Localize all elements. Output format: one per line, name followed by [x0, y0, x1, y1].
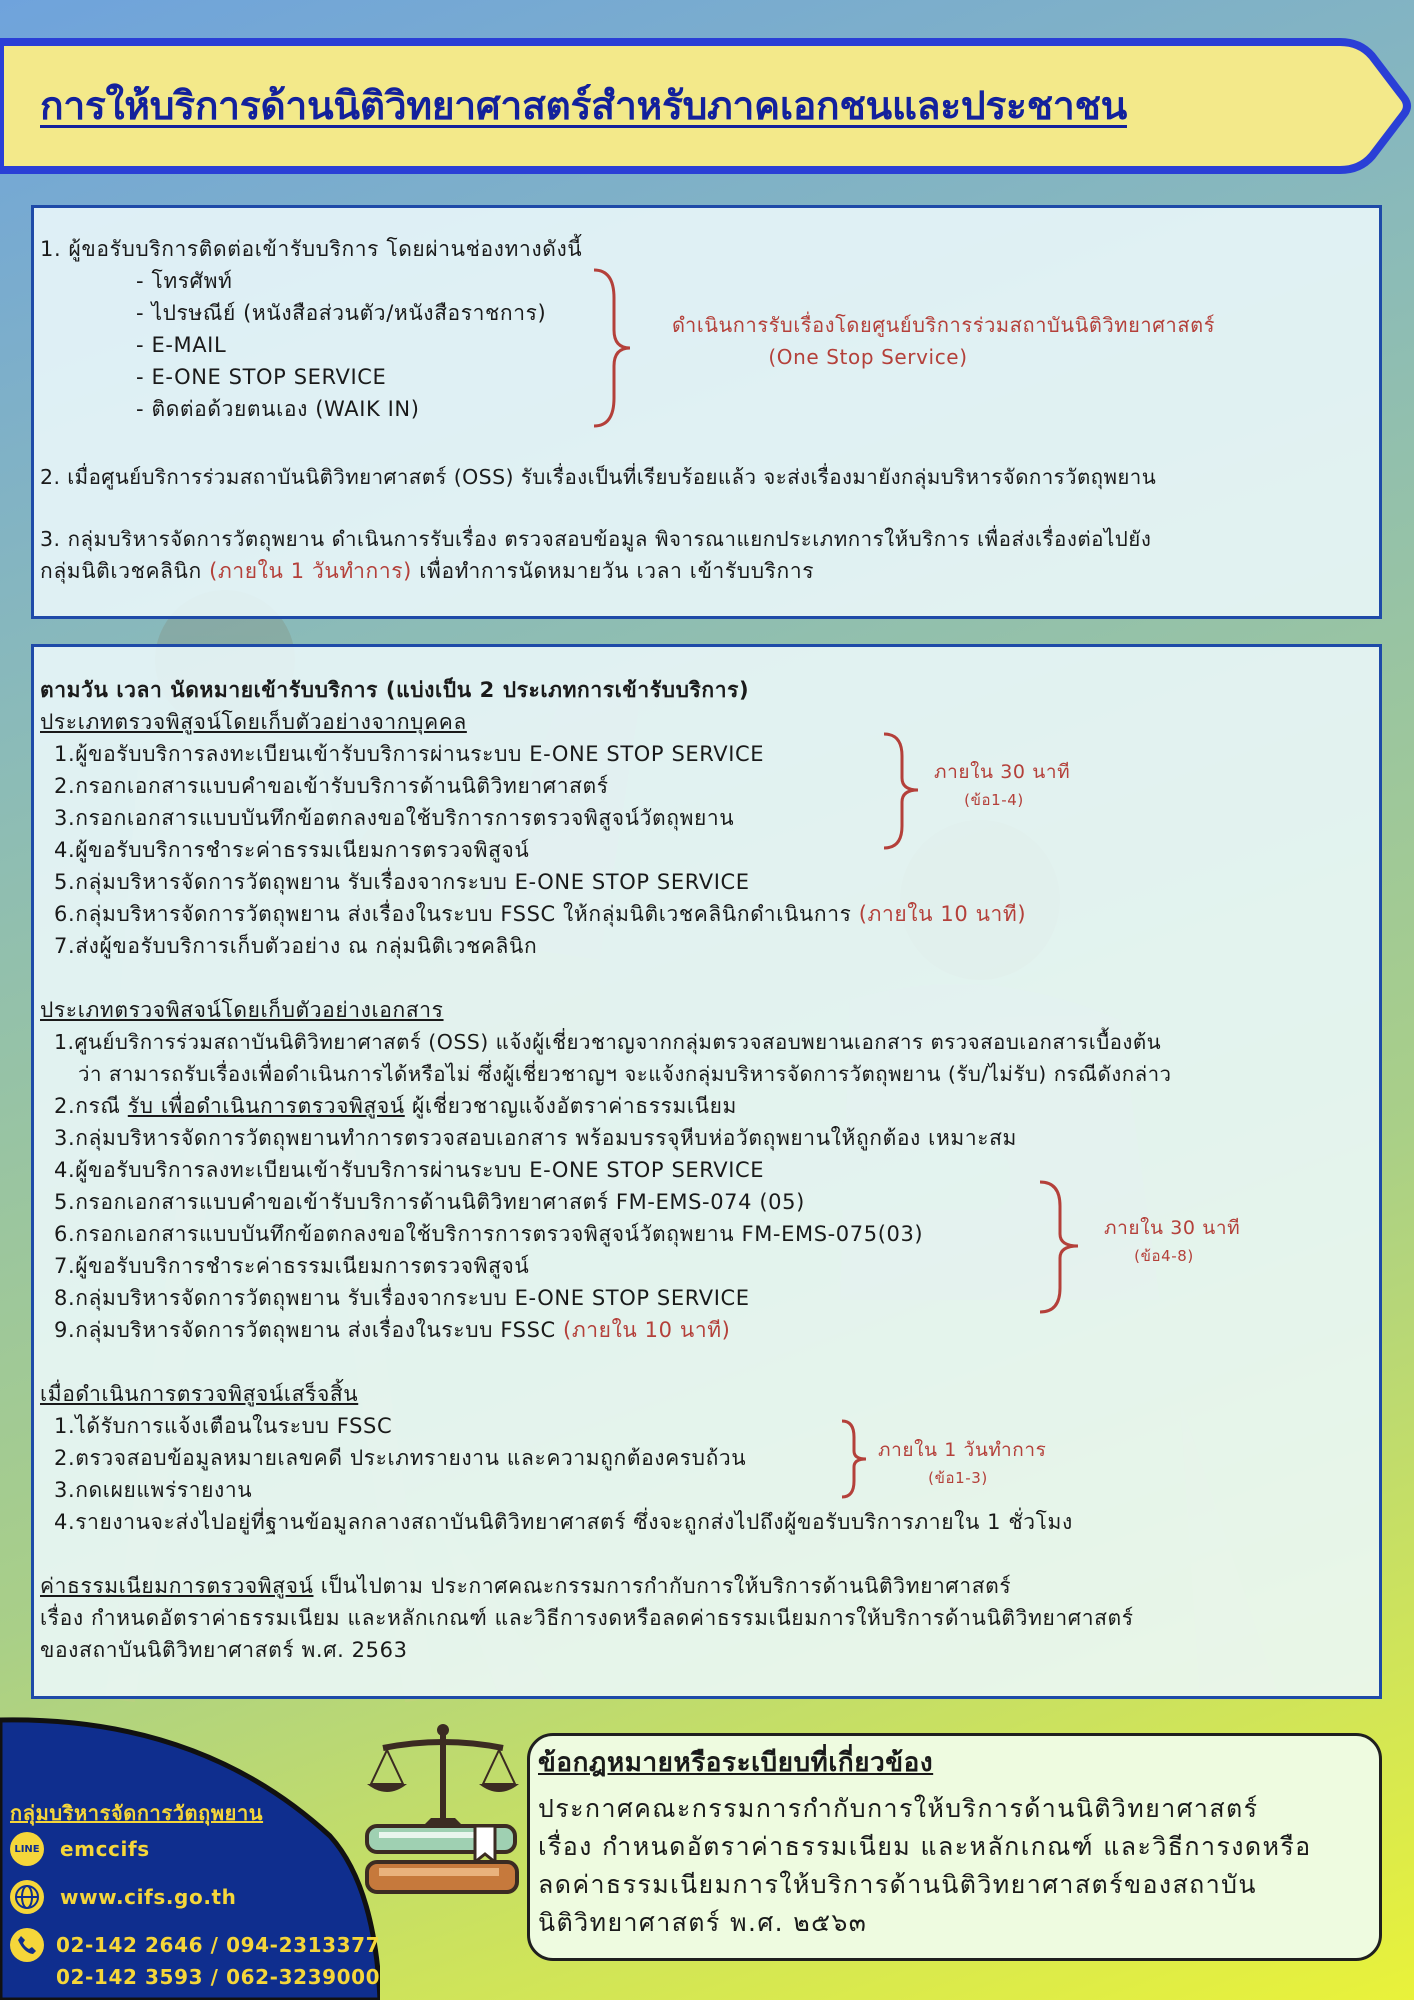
- list-item: 4.ผู้ขอรับบริการชำระค่าธรรมเนียมการตรวจพิสูจน์: [54, 838, 530, 862]
- law-title: ข้อกฎหมายหรือระเบียบที่เกี่ยวข้อง: [538, 1748, 934, 1778]
- oss-note-english: (One Stop Service): [768, 345, 968, 369]
- list-item: 4.รายงานจะส่งไปอยู่ที่ฐานข้อมูลกลางสถาบันนิติวิทยาศาสตร์ ซึ่งจะถูกส่งไปถึงผู้ขอรับบริการภายใน 1 ชั่วโมง: [54, 1510, 1073, 1534]
- fee-line-3: ของสถาบันนิติวิทยาศาสตร์ พ.ศ. 2563: [40, 1638, 408, 1662]
- line-icon: LINE: [10, 1832, 44, 1866]
- type-a-item-6: 6.กลุ่มบริหารจัดการวัตถุพยาน ส่งเรื่องในระบบ FSSC ให้กลุ่มนิติเวชคลินิกดำเนินการ: [54, 902, 852, 926]
- list-item: 3.กดเผยแพร่รายงาน: [54, 1478, 253, 1502]
- fee-text: เป็นไปตาม ประกาศคณะกรรมการกำกับการให้บริการด้านนิติวิทยาศาสตร์: [320, 1574, 1012, 1598]
- done-title: เมื่อดำเนินการตรวจพิสูจน์เสร็จสิ้น: [40, 1382, 359, 1406]
- done-note: ภายใน 1 วันทำการ: [878, 1439, 1047, 1461]
- list-item: 1.ผู้ขอรับบริการลงทะเบียนเข้ารับบริการผ่านระบบ E-ONE STOP SERVICE: [54, 742, 765, 766]
- type-a-note-sub: (ข้อ1-4): [964, 791, 1024, 809]
- channel-item: - ไปรษณีย์ (หนังสือส่วนตัว/หนังสือราชการ): [136, 301, 547, 325]
- type-b-item-9: 9.กลุ่มบริหารจัดการวัตถุพยาน ส่งเรื่องในระบบ FSSC: [54, 1318, 556, 1342]
- type-b-item-9-timeframe: (ภายใน 10 นาที): [563, 1318, 731, 1342]
- done-note-sub: (ข้อ1-3): [928, 1469, 988, 1487]
- step-3-cont: [40, 558, 814, 585]
- step-3-group: กลุ่มนิติเวชคลินิก: [40, 559, 202, 583]
- phone-numbers-2[interactable]: 02-142 3593 / 062-3239000: [56, 1965, 381, 1989]
- list-item-cont: ว่า สามารถรับเรื่องเพื่อดำเนินการได้หรือไม่ ซึ่งผู้เชี่ยวชาญฯ จะแจ้งกลุ่มบริหารจัดการวัตถุพยาน (รับ/ไม่รับ) กรณีดังกล่าว: [78, 1062, 1172, 1086]
- type-b-note: ภายใน 30 นาที: [1104, 1217, 1241, 1239]
- channel-item: - E-MAIL: [136, 333, 227, 357]
- type-b-item-2-rate: ผู้เชี่ยวชาญแจ้งอัตราค่าธรรมเนียม: [412, 1094, 737, 1118]
- list-item: 2.กรอกเอกสารแบบคำขอเข้ารับบริการด้านนิติวิทยาศาสตร์: [54, 774, 609, 798]
- books-icon: [363, 1822, 523, 1902]
- channel-item: - ติดต่อด้วยตนเอง (WAIK IN): [136, 397, 420, 421]
- list-item: 6.กรอกเอกสารแบบบันทึกข้อตกลงขอใช้บริการการตรวจพิสูจน์วัตถุพยาน FM-EMS-075(03): [54, 1222, 924, 1246]
- intake-panel: [31, 205, 1382, 619]
- list-item: [54, 901, 1026, 928]
- type-a-item-6-timeframe: (ภายใน 10 นาที): [858, 902, 1027, 926]
- fee-label: ค่าธรรมเนียมการตรวจพิสูจน์: [40, 1574, 314, 1598]
- type-b-note-sub: (ข้อ4-8): [1134, 1247, 1194, 1265]
- list-item: 5.กรอกเอกสารแบบคำขอเข้ารับบริการด้านนิติวิทยาศาสตร์ FM-EMS-074 (05): [54, 1190, 805, 1214]
- step-1: 1. ผู้ขอรับบริการติดต่อเข้ารับบริการ โดยผ่านช่องทางดังนี้: [40, 237, 583, 261]
- fee-line-2: เรื่อง กำหนดอัตราค่าธรรมเนียม และหลักเกณฑ์ และวิธีการงดหรือลดค่าธรรมเนียมการให้บริการด้านนิติวิทยาศาสตร์: [40, 1606, 1134, 1630]
- page-title: การให้บริการด้านนิติวิทยาศาสตร์สำหรับภาคเอกชนและประชาชน: [40, 84, 1127, 129]
- bracket: [1038, 1180, 1084, 1314]
- phone-numbers-1[interactable]: 02-142 2646 / 094-2313377: [56, 1933, 381, 1957]
- list-item: [54, 1093, 737, 1120]
- law-line: ลดค่าธรรมเนียมการให้บริการด้านนิติวิทยาศาสตร์ของสถาบัน: [538, 1870, 1257, 1899]
- appointment-heading: ตามวัน เวลา นัดหมายเข้ารับบริการ (แบ่งเป็น 2 ประเภทการเข้ารับบริการ): [40, 678, 750, 702]
- step-3-purpose: เพื่อทำการนัดหมายวัน เวลา เข้ารับบริการ: [419, 559, 815, 583]
- list-item: 1.ได้รับการแจ้งเตือนในระบบ FSSC: [54, 1414, 393, 1438]
- org-name: กลุ่มบริหารจัดการวัตถุพยาน: [10, 1801, 264, 1825]
- service-panel: [31, 644, 1382, 1699]
- bracket: [592, 268, 636, 428]
- oss-note: ดำเนินการรับเรื่องโดยศูนย์บริการร่วมสถาบันนิติวิทยาศาสตร์: [672, 313, 1216, 337]
- list-item: 4.ผู้ขอรับบริการลงทะเบียนเข้ารับบริการผ่านระบบ E-ONE STOP SERVICE: [54, 1158, 765, 1182]
- law-line: ประกาศคณะกรรมการกำกับการให้บริการด้านนิติวิทยาศาสตร์: [538, 1794, 1259, 1823]
- fee-line-1: [40, 1573, 1011, 1600]
- type-b-item-2-accept: รับ เพื่อดำเนินการตรวจพิสูจน์: [127, 1094, 405, 1118]
- list-item: 3.กลุ่มบริหารจัดการวัตถุพยานทำการตรวจสอบเอกสาร พร้อมบรรจุหีบห่อวัตถุพยานให้ถูกต้อง เหมาะสม: [54, 1126, 1017, 1150]
- website-link[interactable]: www.cifs.go.th: [60, 1885, 237, 1909]
- phone-icon: [10, 1928, 44, 1962]
- type-a-title: ประเภทตรวจพิสูจน์โดยเก็บตัวอย่างจากบุคคล: [40, 710, 467, 734]
- channel-item: - โทรศัพท์: [136, 269, 233, 293]
- type-a-note: ภายใน 30 นาที: [934, 761, 1071, 783]
- channel-item: - E-ONE STOP SERVICE: [136, 365, 387, 389]
- contact-panel: [0, 1716, 380, 2000]
- bracket: [840, 1419, 872, 1499]
- law-line: เรื่อง กำหนดอัตราค่าธรรมเนียม และหลักเกณฑ์ และวิธีการงดหรือ: [538, 1832, 1312, 1861]
- step-3: 3. กลุ่มบริหารจัดการวัตถุพยาน ดำเนินการรับเรื่อง ตรวจสอบข้อมูล พิจารณาแยกประเภทการให้บริการ เพื่อส่งเรื่องต่อไปยัง: [40, 527, 1152, 551]
- bracket: [882, 732, 926, 850]
- list-item: 8.กลุ่มบริหารจัดการวัตถุพยาน รับเรื่องจากระบบ E-ONE STOP SERVICE: [54, 1286, 750, 1310]
- law-line: นิติวิทยาศาสตร์ พ.ศ. ๒๕๖๓: [538, 1908, 868, 1937]
- related-law-box: [527, 1733, 1382, 1961]
- list-item: 5.กลุ่มบริหารจัดการวัตถุพยาน รับเรื่องจากระบบ E-ONE STOP SERVICE: [54, 870, 750, 894]
- line-id[interactable]: emccifs: [60, 1837, 150, 1861]
- list-item: 3.กรอกเอกสารแบบบันทึกข้อตกลงขอใช้บริการการตรวจพิสูจน์วัตถุพยาน: [54, 806, 735, 830]
- step-3-timeframe: (ภายใน 1 วันทำการ): [209, 559, 412, 583]
- globe-icon: [10, 1880, 44, 1914]
- list-item: 7.ส่งผู้ขอรับบริการเก็บตัวอย่าง ณ กลุ่มนิติเวชคลินิก: [54, 934, 538, 958]
- list-item: 1.ศูนย์บริการร่วมสถาบันนิติวิทยาศาสตร์ (OSS) แจ้งผู้เชี่ยวชาญจากกลุ่มตรวจสอบพยานเอกสาร ตรวจสอบเอกสารเบื้องต้น: [54, 1030, 1162, 1054]
- list-item: 2.ตรวจสอบข้อมูลหมายเลขคดี ประเภทรายงาน และความถูกต้องครบถ้วน: [54, 1446, 747, 1470]
- type-b-item-2-case: 2.กรณี: [54, 1094, 121, 1118]
- type-b-title: ประเภทตรวจพิสจน์โดยเก็บตัวอย่างเอกสาร: [40, 998, 444, 1022]
- list-item: [54, 1317, 730, 1344]
- list-item: 7.ผู้ขอรับบริการชำระค่าธรรมเนียมการตรวจพิสูจน์: [54, 1254, 530, 1278]
- step-2: 2. เมื่อศูนย์บริการร่วมสถาบันนิติวิทยาศาสตร์ (OSS) รับเรื่องเป็นที่เรียบร้อยแล้ว จะส่งเรื่องมายังกลุ่มบริหารจัดการวัตถุพยาน: [40, 465, 1157, 489]
